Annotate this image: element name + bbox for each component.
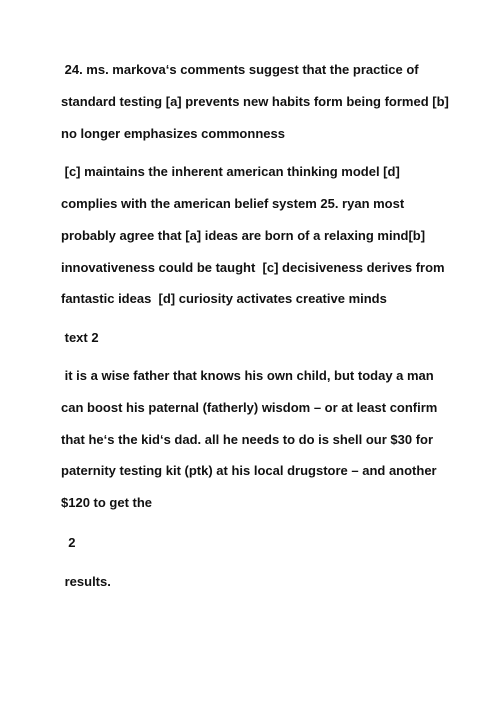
text-line: fantastic ideas [d] curiosity activates creative minds — [61, 291, 387, 306]
text-line: no longer emphasizes commonness — [61, 126, 285, 141]
text-line: results. — [61, 574, 111, 589]
text-line: that he‘s the kid‘s dad. all he needs to do is shell our $30 for — [61, 432, 434, 447]
text-line: [c] maintains the inherent american thinking model [d] — [61, 164, 400, 179]
text-line: can boost his paternal (fatherly) wisdom – or at least confirm — [61, 400, 438, 415]
text-line: complies with the american belief system 25. ryan most — [61, 196, 405, 211]
text-line: 24. ms. markova‘s comments suggest that the practice of — [61, 62, 419, 77]
text-line: innovativeness could be taught [c] decisiveness derives from — [61, 260, 445, 275]
text-line: probably agree that [a] ideas are born of a relaxing mind[b] — [61, 228, 426, 243]
page-number: 2 — [61, 535, 76, 550]
text-line: paternity testing kit (ptk) at his local drugstore – and another — [61, 463, 437, 478]
text-line: standard testing [a] prevents new habits form being formed [b] — [61, 94, 449, 109]
section-heading: text 2 — [61, 330, 99, 345]
text-line: it is a wise father that knows his own child, but today a man — [61, 368, 434, 383]
text-line: $120 to get the — [61, 495, 153, 510]
